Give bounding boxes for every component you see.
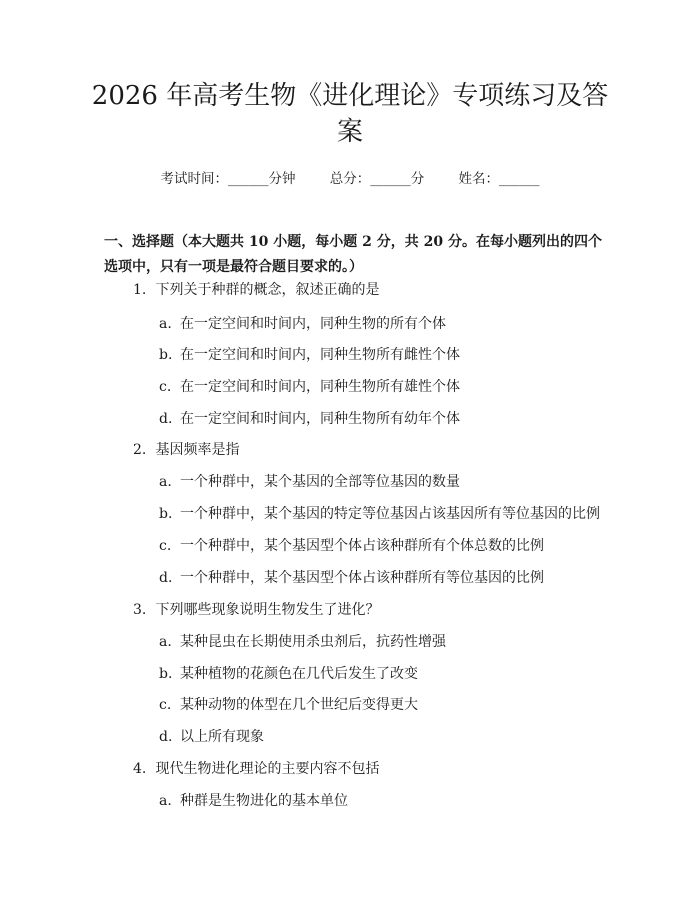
option-text: 某种植物的花颜色在几代后发生了改变 [180, 666, 418, 682]
option-label: c. [159, 697, 172, 713]
option-item [159, 664, 418, 684]
option-item [159, 472, 460, 492]
option-item [159, 568, 544, 588]
option-item [159, 791, 348, 811]
option-text: 在一定空间和时间内，同种生物所有雄性个体 [180, 379, 460, 395]
question-item [133, 600, 379, 620]
exam-title: 2026 年高考生物《进化理论》专项练习及答案 [91, 81, 609, 147]
option-item [159, 377, 460, 397]
option-text: 一个种群中，某个基因型个体占该种群所有等位基因的比例 [180, 570, 544, 586]
total-score-field: 总分：______分 [329, 171, 425, 187]
option-label: b. [159, 666, 173, 682]
question-item [133, 280, 379, 300]
question-text: 下列关于种群的概念，叙述正确的是 [155, 282, 380, 298]
question-item [133, 440, 239, 460]
option-text: 某种动物的体型在几个世纪后变得更大 [180, 697, 418, 713]
option-item [159, 536, 544, 556]
option-text: 在一定空间和时间内，同种生物所有雌性个体 [180, 347, 460, 363]
question-text: 现代生物进化理论的主要内容不包括 [155, 761, 380, 777]
question-number: 1. [133, 282, 147, 298]
option-text: 以上所有现象 [180, 729, 264, 745]
question-item [133, 759, 379, 779]
question-number: 4. [133, 761, 147, 777]
exam-time-field: 考试时间：______分钟 [160, 171, 296, 187]
option-text: 一个种群中，某个基因的全部等位基因的数量 [180, 474, 460, 490]
option-label: a. [159, 634, 172, 650]
question-text: 下列哪些现象说明生物发生了进化？ [155, 602, 380, 618]
option-label: d. [159, 570, 173, 586]
option-label: c. [159, 538, 172, 554]
option-text: 在一定空间和时间内，同种生物所有幼年个体 [180, 411, 460, 427]
option-label: a. [159, 793, 172, 809]
option-label: b. [159, 347, 173, 363]
option-label: c. [159, 379, 172, 395]
option-item [159, 504, 600, 524]
option-label: b. [159, 506, 173, 522]
option-text: 种群是生物进化的基本单位 [180, 793, 348, 809]
question-number: 3. [133, 602, 147, 618]
option-text: 一个种群中，某个基因型个体占该种群所有个体总数的比例 [180, 538, 544, 554]
option-item [159, 314, 446, 334]
question-number: 2. [133, 442, 147, 458]
option-label: d. [159, 729, 173, 745]
option-text: 在一定空间和时间内，同种生物的所有个体 [180, 316, 446, 332]
option-text: 一个种群中，某个基因的特定等位基因占该基因所有等位基因的比例 [180, 506, 600, 522]
option-text: 某种昆虫在长期使用杀虫剂后，抗药性增强 [180, 634, 446, 650]
section-heading-choice: 一、选择题（本大题共 10 小题，每小题 2 分，共 20 分。在每小题列出的四个选项中，只有一项是最符合题目要求的。） [104, 234, 602, 275]
option-label: a. [159, 474, 172, 490]
option-label: d. [159, 411, 173, 427]
option-item [159, 695, 418, 715]
option-item [159, 727, 264, 747]
option-item [159, 632, 446, 652]
option-label: a. [159, 316, 172, 332]
exam-info-line [0, 170, 700, 188]
option-item [159, 409, 460, 429]
question-text: 基因频率是指 [155, 442, 240, 458]
option-item [159, 345, 460, 365]
student-name-field: 姓名：______ [458, 171, 540, 187]
